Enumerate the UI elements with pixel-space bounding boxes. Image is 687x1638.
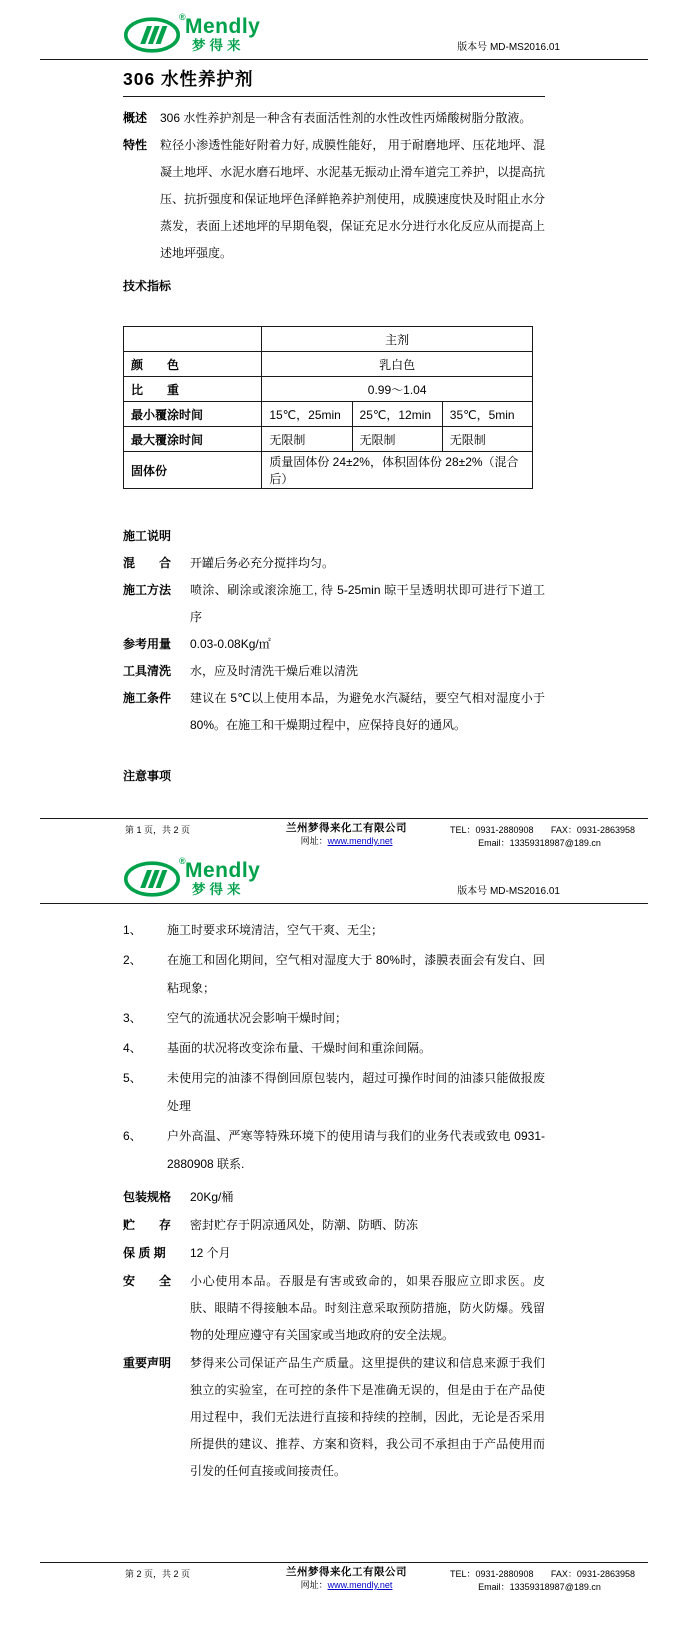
website-row [253, 1579, 440, 1592]
property-disclaimer [123, 1350, 545, 1485]
note-text: 空气的流通状况会影响干燥时间； [167, 1011, 348, 1025]
property-text: 12 个月 [190, 1246, 231, 1260]
max-recoat-35c: 无限制 [442, 427, 532, 452]
page1-footer [125, 822, 639, 850]
fax-label: FAX：0931-2863958 [550, 1569, 635, 1579]
min-recoat-label: 最小覆涂时间 [124, 402, 262, 427]
tech-indicators-heading: 技术指标 [123, 279, 172, 293]
note-item-5 [123, 1064, 545, 1120]
property-text: 20Kg/桶 [190, 1190, 234, 1204]
min-recoat-15c: 15℃，25min [262, 402, 352, 427]
color-label: 颜 色 [124, 352, 262, 377]
property-label: 安 全 [123, 1274, 172, 1288]
registered-mark-icon: ® [179, 12, 186, 22]
website-link[interactable]: www.mendly.net [327, 836, 393, 846]
spec-header-row [124, 327, 533, 352]
note-number: 4、 [123, 1041, 142, 1055]
website-label: 网址： [300, 836, 328, 846]
logo-text [185, 16, 260, 54]
property-text: 梦得来公司保证产品生产质量。这里提供的建议和信息来源于我们独立的实验室，在可控的条件下是准确无误的，但是由于在产品使用过程中，我们无法进行直接和持续的控制，因此，无论是否采用所提供的建议、推荐、方案和资料，我公司不承担由于产品使用而引发的任何直接或间接责任。 [190, 1356, 545, 1478]
property-text: 小心使用本品。吞服是有害或致命的，如果吞服应立即求医。皮肤、眼睛不得接触本品。时刻注意采取预防措施，防火防爆。残留物的处理应遵守有关国家或当地政府的安全法规。 [190, 1274, 545, 1342]
note-item-6 [123, 1122, 545, 1178]
property-label: 重要声明 [123, 1356, 172, 1370]
version-label: 版本号 MD-MS2016.01 [457, 42, 560, 53]
property-storage [123, 1212, 545, 1239]
item-label: 施工方法 [123, 583, 172, 597]
note-number: 6、 [123, 1129, 142, 1143]
mendly-logo-icon [123, 16, 181, 54]
note-item-1 [123, 916, 545, 944]
note-text: 基面的状况将改变涂布量、干燥时间和重涂间隔。 [167, 1041, 432, 1055]
item-label: 工具清洗 [123, 664, 172, 678]
page1-header [123, 0, 560, 54]
page-number: 第 2 页，共 2 页 [125, 1569, 191, 1579]
note-text: 在施工和固化期间，空气相对湿度大于 80%时，漆膜表面会有发白、回粘现象； [167, 953, 545, 995]
page-2 [0, 850, 687, 1592]
properties-list [123, 1184, 545, 1485]
spec-max-recoat-row [124, 427, 533, 452]
item-text: 建议在 5℃以上使用本品，为避免水汽凝结，要空气相对湿度小于 80%。在施工和干燥期过程中，应保持良好的通风。 [190, 691, 545, 732]
note-item-3 [123, 1004, 545, 1032]
construction-item-mixing [123, 550, 545, 577]
item-label: 参考用量 [123, 637, 172, 651]
spec-min-recoat-row [124, 402, 533, 427]
features-label: 特性 [123, 138, 148, 152]
item-text: 水，应及时清洗干燥后难以清洗 [190, 664, 359, 678]
registered-mark-icon: ® [179, 856, 186, 866]
note-number: 3、 [123, 1011, 142, 1025]
fax-label: FAX：0931-2863958 [550, 825, 635, 835]
footer-rule [40, 818, 648, 819]
logo-text [185, 860, 260, 898]
spec-table [123, 326, 533, 489]
brand-name: Mendly [185, 859, 261, 882]
construction-item-method [123, 577, 545, 631]
note-text: 施工时要求环境清洁，空气干爽、无尘； [167, 923, 384, 937]
spec-empty-cell [124, 327, 262, 352]
email-label: Email：13359318987@189.cn [478, 838, 601, 848]
max-recoat-label: 最大覆涂时间 [124, 427, 262, 452]
company-name: 兰州梦得来化工有限公司 [286, 822, 407, 834]
property-shelf-life [123, 1240, 545, 1267]
overview-label: 概述 [123, 111, 148, 125]
property-label: 贮 存 [123, 1218, 172, 1232]
note-text: 户外高温、严寒等特殊环境下的使用请与我们的业务代表或致电 0931-2880908 联系. [167, 1129, 545, 1171]
item-text: 喷涂、刷涂或滚涂施工, 待 5-25min 晾干呈透明状即可进行下道工序 [190, 583, 545, 624]
tel-label: TEL：0931-2880908 [450, 1569, 534, 1579]
website-label: 网址： [300, 1580, 328, 1590]
header-rule [40, 903, 648, 904]
max-recoat-15c: 无限制 [262, 427, 352, 452]
min-recoat-25c: 25℃，12min [352, 402, 442, 427]
note-text: 未使用完的油漆不得倒回原包装内，超过可操作时间的油漆只能做报废处理 [167, 1071, 545, 1113]
page2-footer-wrap [0, 1562, 687, 1594]
note-item-4 [123, 1034, 545, 1062]
gravity-value: 0.99～1.04 [262, 377, 533, 402]
overview-row [123, 105, 545, 132]
website-row [253, 835, 440, 848]
property-text: 密封贮存于阴凉通风处，防潮、防晒、防冻 [190, 1218, 419, 1232]
note-number: 1、 [123, 923, 142, 937]
brand-name-cn: 梦得来 [192, 882, 245, 897]
max-recoat-25c: 无限制 [352, 427, 442, 452]
item-label: 混 合 [123, 556, 172, 570]
page2-header [123, 850, 560, 898]
construction-item-dosage [123, 631, 545, 658]
item-label: 施工条件 [123, 691, 172, 705]
solids-value: 质量固体份 24±2%，体积固体份 28±2%（混合后） [262, 452, 533, 489]
note-item-2 [123, 946, 545, 1002]
gravity-label: 比 重 [124, 377, 262, 402]
property-packaging [123, 1184, 545, 1211]
version-label: 版本号 MD-MS2016.01 [457, 886, 560, 897]
property-label: 包装规格 [123, 1190, 172, 1204]
footer-rule [40, 1562, 648, 1563]
features-row [123, 132, 545, 267]
color-value: 乳白色 [262, 352, 533, 377]
header-rule [40, 59, 648, 60]
tel-label: TEL：0931-2880908 [450, 825, 534, 835]
spec-gravity-row [124, 377, 533, 402]
min-recoat-35c: 35℃，5min [442, 402, 532, 427]
email-label: Email：13359318987@189.cn [478, 1582, 601, 1592]
brand-name-cn: 梦得来 [192, 38, 245, 53]
item-text: 开罐后务必充分搅拌均匀。 [190, 556, 335, 570]
spec-main-header: 主剂 [262, 327, 533, 352]
note-number: 2、 [123, 953, 142, 967]
page-number: 第 1 页，共 2 页 [125, 825, 191, 835]
notes-heading: 注意事项 [123, 769, 172, 783]
mendly-logo [123, 12, 261, 54]
page-title: 306 水性养护剂 [123, 66, 545, 97]
website-link[interactable]: www.mendly.net [327, 1580, 393, 1590]
solids-label: 固体份 [124, 452, 262, 489]
features-text: 粒径小渗透性能好附着力好, 成膜性能好， 用于耐磨地坪、压花地坪、混凝土地坪、水泥水磨石地坪、水泥基无振动止滑车道完工养护，以提高抗压、抗折强度和保证地坪色泽鲜艳养护剂使用，成膜速度快及时阻止水分蒸发，表面上述地坪的早期龟裂，保证充足水分进行水化反应从而提高上述地坪强度。 [160, 138, 545, 260]
company-name: 兰州梦得来化工有限公司 [286, 1566, 407, 1578]
page2-footer [125, 1566, 639, 1594]
note-number: 5、 [123, 1071, 142, 1085]
construction-item-conditions [123, 685, 545, 739]
brand-name: Mendly [185, 15, 261, 38]
spec-solids-row [124, 452, 533, 489]
mendly-logo-icon [123, 860, 181, 898]
construction-heading: 施工说明 [123, 529, 172, 543]
construction-item-cleaning [123, 658, 545, 685]
overview-text: 306 水性养护剂是一种含有表面活性剂的水性改性丙烯酸树脂分散液。 [160, 111, 532, 125]
item-text: 0.03-0.08Kg/㎡ [190, 637, 271, 651]
property-safety [123, 1268, 545, 1349]
spec-color-row [124, 352, 533, 377]
notes-list [123, 916, 545, 1178]
mendly-logo [123, 856, 261, 898]
property-label: 保 质 期 [123, 1246, 166, 1260]
